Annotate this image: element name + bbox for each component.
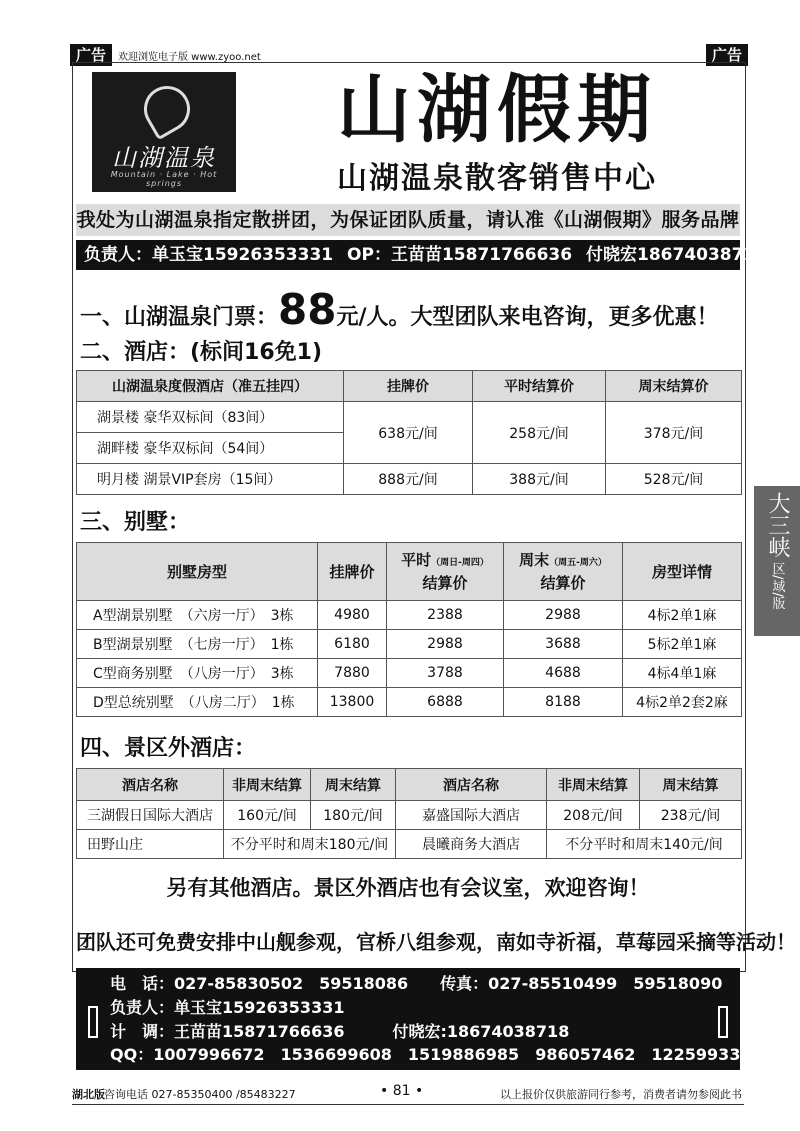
villa-header-weekend-note: （周五-周六）: [549, 558, 607, 568]
outside-weekend: 180元/间: [311, 801, 396, 830]
hotel-header-weekday: 平时结算价: [473, 371, 606, 402]
hotel-list-price: 638元/间: [344, 402, 473, 464]
villa-header-detail: 房型详情: [623, 543, 742, 601]
section2-heading: 二、酒店：(标间16免1): [80, 340, 323, 365]
outside-weekday: 208元/间: [547, 801, 640, 830]
contact-phone-fax: 电 话：027-85830502 59518086 传真：027-85510499 59518090: [110, 974, 723, 993]
villa-detail: 5标2单1麻: [623, 630, 742, 659]
villa-weekday: 2988: [387, 630, 504, 659]
hotel-weekend-price: 528元/间: [606, 464, 742, 495]
table-row: [77, 659, 742, 688]
other-hotels-note: 另有其他酒店。景区外酒店也有会议室，欢迎咨询！: [166, 876, 650, 900]
table-row: [77, 801, 742, 830]
contact-op: OP：王苗苗15871766636: [347, 245, 573, 265]
contact-bar: [76, 240, 768, 270]
hotel-name: 湖畔楼 豪华双标间（54间）: [77, 433, 344, 464]
hotel-header-weekend: 周末结算价: [606, 371, 742, 402]
page-number: • 81 •: [380, 1083, 424, 1099]
outside-weekday: 160元/间: [224, 801, 311, 830]
hotel-header-list: 挂牌价: [344, 371, 473, 402]
footer-disclaimer: 以上报价仅供旅游同行参考，消费者请勿参阅此书: [500, 1088, 742, 1101]
hotel-name: 湖景楼 豪华双标间（83间）: [77, 402, 344, 433]
table-row: [77, 601, 742, 630]
brand-logo: [92, 72, 236, 192]
region-sub: 区/域/版: [769, 562, 785, 610]
villa-header-weekend: [504, 543, 623, 601]
villa-weekend: 8188: [504, 688, 623, 717]
frame-bracket-right: [718, 1006, 728, 1038]
outside-header-weekend2: 周末结算: [640, 769, 742, 801]
brand-title: 山湖假期: [337, 67, 657, 153]
table-row: [77, 630, 742, 659]
ticket-price: 88: [278, 285, 337, 334]
table-row: [77, 688, 742, 717]
outside-flat-price: 不分平时和周末180元/间: [224, 830, 396, 859]
outside-weekend: 238元/间: [640, 801, 742, 830]
contact-manager-line: 负责人：单玉宝15926353331: [110, 998, 345, 1017]
villa-detail: 4标2单2套2麻: [623, 688, 742, 717]
region-title: 大三峡: [765, 492, 790, 558]
logo-en: Mountain · Lake · Hot springs: [110, 170, 218, 188]
hotel-weekday-price: 388元/间: [473, 464, 606, 495]
swirl-icon: [136, 78, 199, 141]
table-row: [77, 464, 742, 495]
section1-prefix: 一、山湖温泉门票：: [80, 305, 279, 330]
outside-hotel-name: 三湖假日国际大酒店: [77, 801, 224, 830]
villa-header-weekday: [387, 543, 504, 601]
villa-weekday: 2388: [387, 601, 504, 630]
outside-header-weekend1: 周末结算: [311, 769, 396, 801]
outside-hotel-name: 晨曦商务大酒店: [396, 830, 547, 859]
contact-manager: 负责人：单玉宝15926353331: [84, 245, 334, 265]
villa-weekday: 3788: [387, 659, 504, 688]
outside-header-name1: 酒店名称: [77, 769, 224, 801]
villa-weekend: 4688: [504, 659, 623, 688]
table-row: [77, 830, 742, 859]
villa-type: A型湖景别墅 （六房一厅） 3栋: [77, 601, 318, 630]
villa-header-weekday-bottom: 结算价: [422, 574, 468, 592]
frame-bracket-left: [88, 1006, 98, 1038]
villa-list: 7880: [318, 659, 387, 688]
hotel-weekend-price: 378元/间: [606, 402, 742, 464]
outside-header-weekday1: 非周末结算: [224, 769, 311, 801]
contact-other: 付晓宏18674038718: [586, 245, 768, 265]
villa-weekend: 3688: [504, 630, 623, 659]
hotel-name: 明月楼 湖景VIP套房（15间）: [77, 464, 344, 495]
hotel-weekday-price: 258元/间: [473, 402, 606, 464]
region-tab: [754, 486, 800, 636]
outside-flat-price: 不分平时和周末140元/间: [547, 830, 742, 859]
contact-box: [76, 968, 763, 1070]
villa-header-weekday-top: 平时: [401, 551, 432, 569]
villa-list: 6180: [318, 630, 387, 659]
villa-list: 4980: [318, 601, 387, 630]
hotel-header-name: 山湖温泉度假酒店（准五挂四）: [77, 371, 344, 402]
ad-tag-left: 广告: [70, 44, 112, 66]
villa-detail: 4标2单1麻: [623, 601, 742, 630]
villa-list: 13800: [318, 688, 387, 717]
contact-dispatch-line: 计 调：王苗苗15871766636 付晓宏:18674038718: [110, 1022, 570, 1041]
villa-weekend: 2988: [504, 601, 623, 630]
villa-type: B型湖景别墅 （七房一厅） 1栋: [77, 630, 318, 659]
hotel-table: [76, 370, 742, 495]
activities-note: 团队还可免费安排中山舰参观，官桥八组参观，南如寺祈福，草莓园采摘等活动！: [76, 930, 796, 954]
outside-header-name2: 酒店名称: [396, 769, 547, 801]
section4-heading: 四、景区外酒店：: [80, 736, 257, 761]
welcome-text: 欢迎浏览电子版 www.zyoo.net: [118, 52, 261, 63]
section1-heading: [80, 285, 719, 340]
contact-qq-line: QQ：1007996672 1536699608 1519886985 986057462 1225993323: [110, 1045, 763, 1064]
slogan-bar: 我处为山湖温泉指定散拼团，为保证团队质量，请认准《山湖假期》服务品牌: [76, 204, 740, 236]
outside-hotel-name: 嘉盛国际大酒店: [396, 801, 547, 830]
outside-hotel-table: [76, 768, 742, 859]
villa-weekday: 6888: [387, 688, 504, 717]
footer-phone: 咨询电话 027-85350400 /85483227: [104, 1088, 296, 1101]
outside-header-weekday2: 非周末结算: [547, 769, 640, 801]
villa-header-weekend-bottom: 结算价: [540, 574, 586, 592]
brand-subtitle: 山湖温泉散客销售中心: [337, 161, 657, 196]
logo-cn: 山湖温泉: [112, 144, 216, 172]
villa-header-weekday-note: （周日-周四）: [431, 558, 489, 568]
villa-type: C型商务别墅 （八房一厅） 3栋: [77, 659, 318, 688]
footer-rule: [72, 1104, 744, 1105]
villa-header-list: 挂牌价: [318, 543, 387, 601]
section3-heading: 三、别墅：: [80, 510, 191, 535]
villa-header-type: 别墅房型: [77, 543, 318, 601]
outside-hotel-name: 田野山庄: [77, 830, 224, 859]
hotel-list-price: 888元/间: [344, 464, 473, 495]
villa-detail: 4标4单1麻: [623, 659, 742, 688]
ad-tag-right: 广告: [706, 44, 748, 66]
villa-table: [76, 542, 742, 717]
footer-edition: 湖北版: [72, 1088, 105, 1101]
table-row: [77, 402, 742, 433]
villa-type: D型总统别墅 （八房二厅） 1栋: [77, 688, 318, 717]
section1-suffix: 元/人。大型团队来电咨询，更多优惠！: [336, 305, 719, 330]
villa-header-weekend-top: 周末: [519, 551, 550, 569]
